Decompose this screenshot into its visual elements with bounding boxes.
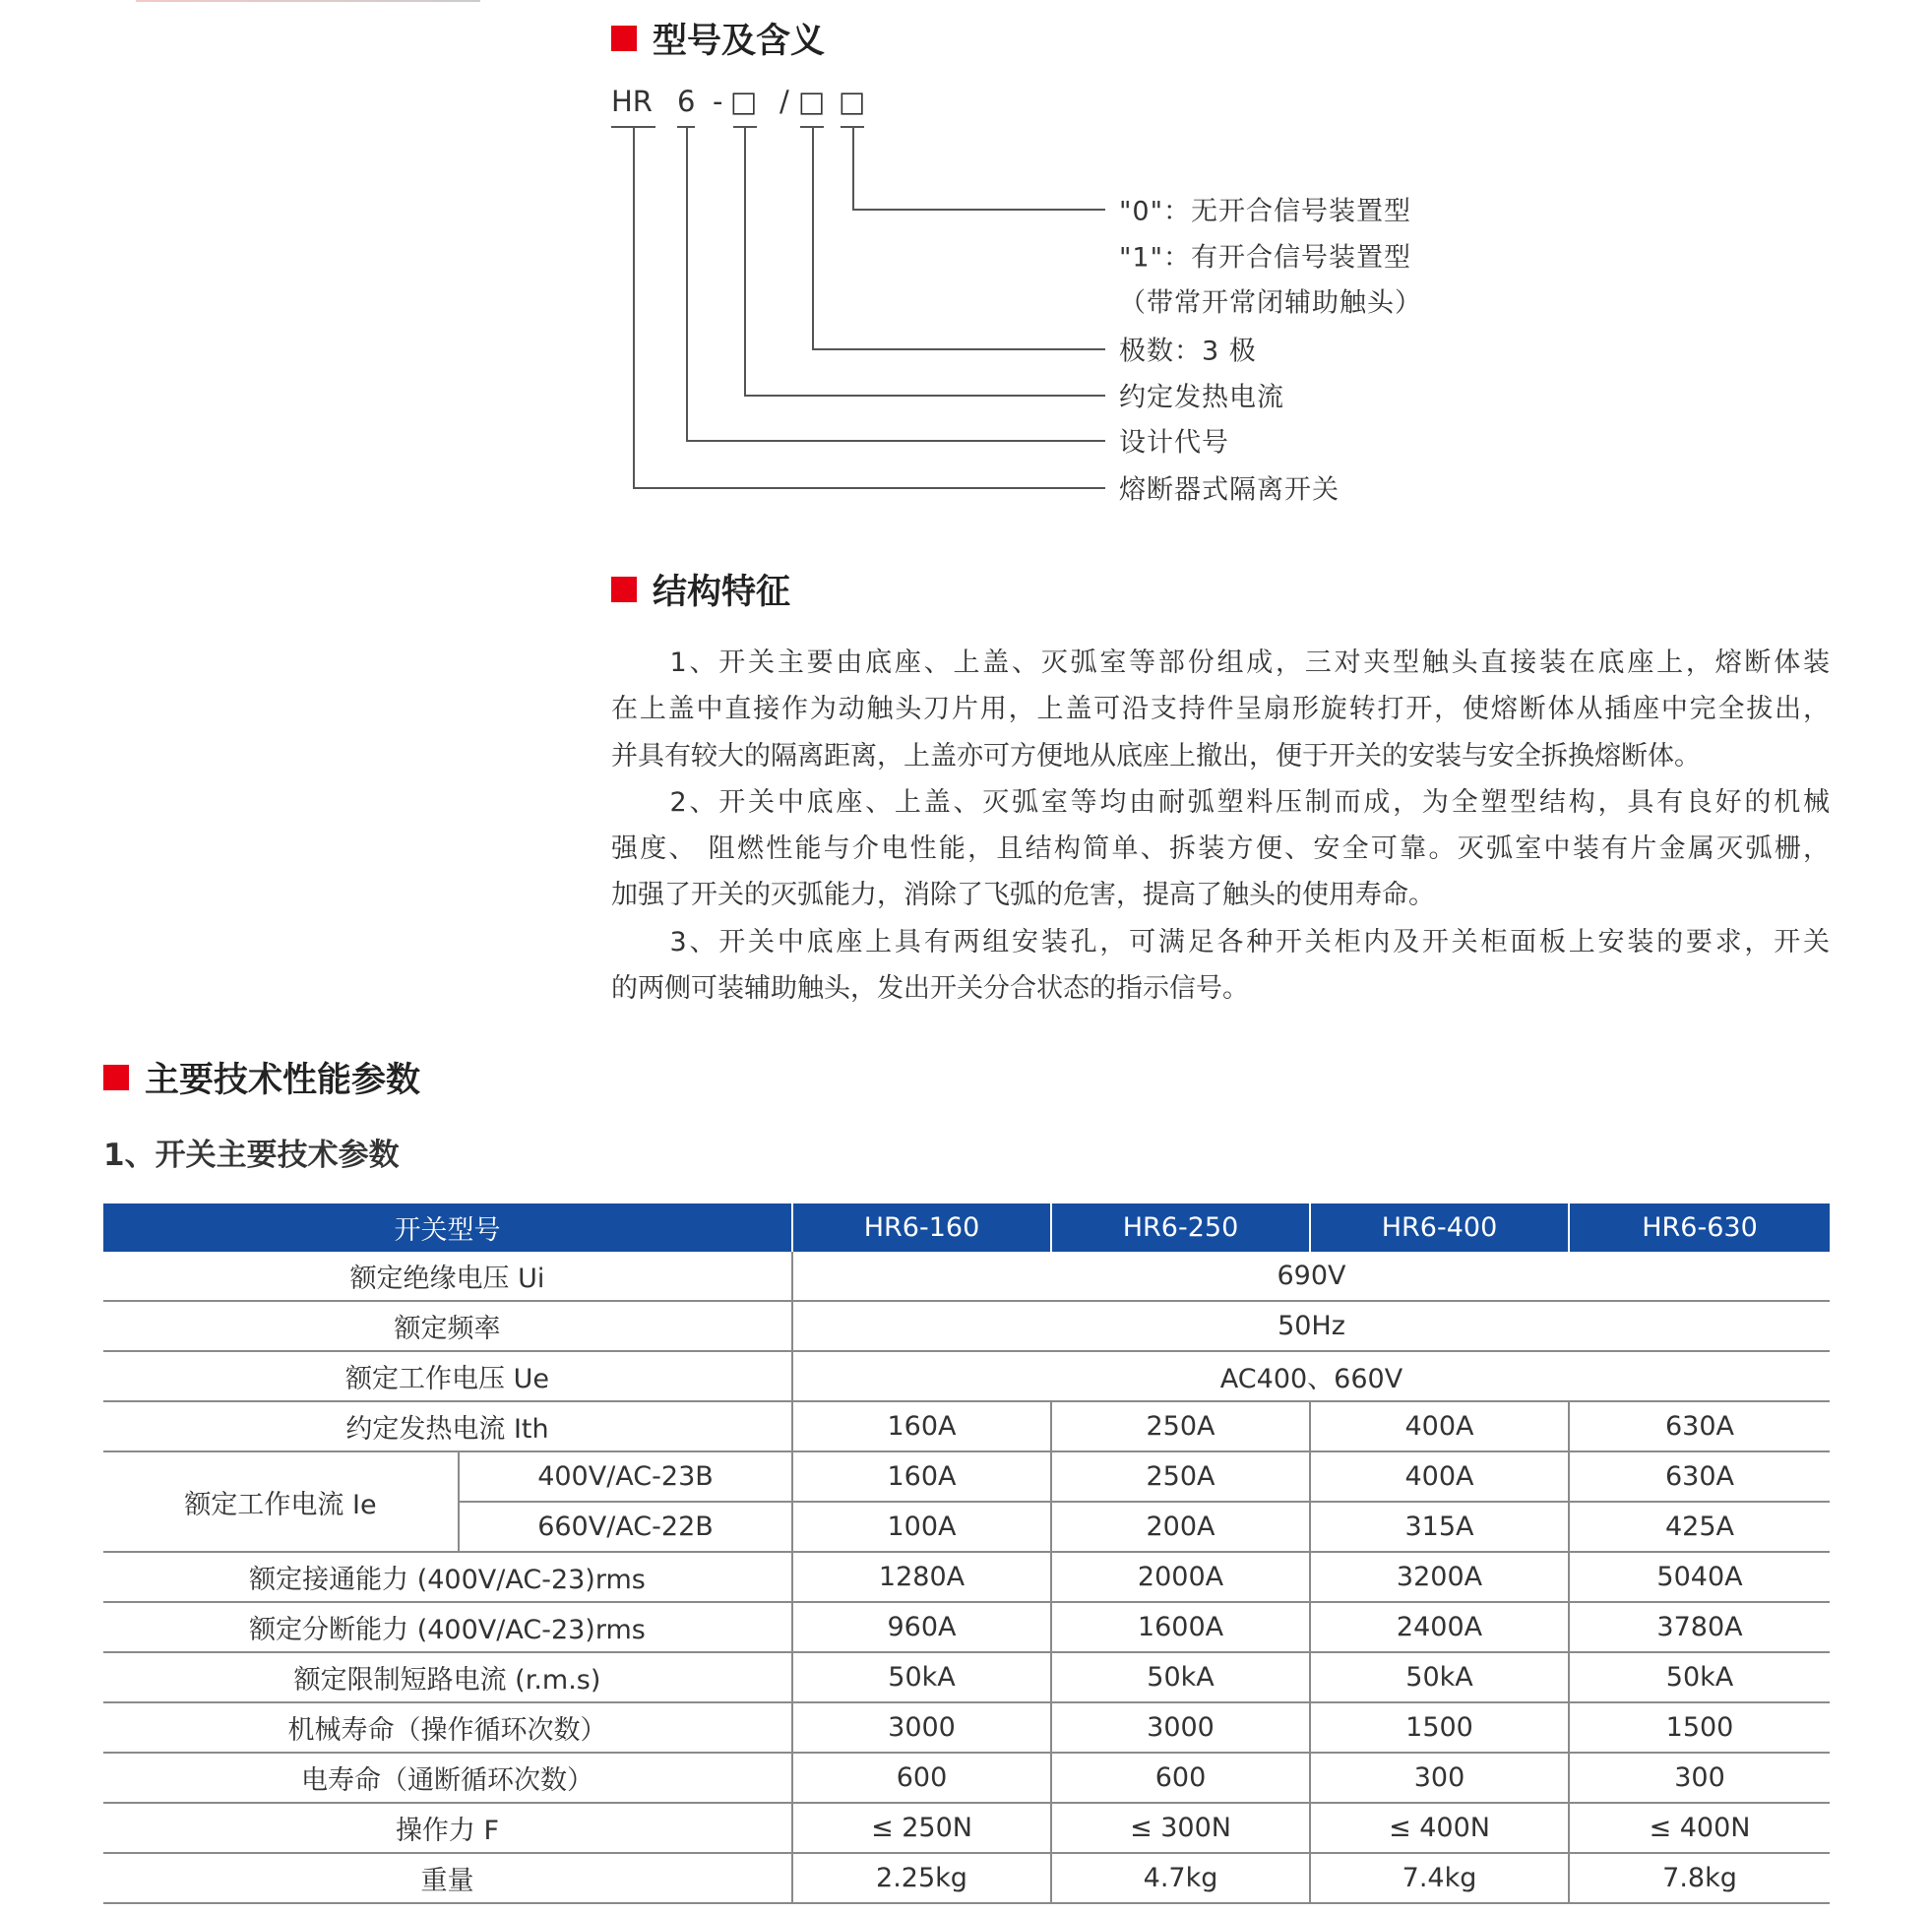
top-divider xyxy=(136,0,480,2)
cell: 425A xyxy=(1569,1502,1830,1552)
cell: 50kA xyxy=(1569,1652,1830,1702)
leader-line xyxy=(852,209,1105,211)
leader-line xyxy=(686,440,1105,442)
cell: 960A xyxy=(792,1602,1051,1652)
cell: 3000 xyxy=(792,1702,1051,1753)
header-cell: HR6-400 xyxy=(1310,1203,1569,1252)
cell: ≤ 400N xyxy=(1310,1803,1569,1853)
cell: 3780A xyxy=(1569,1602,1830,1652)
cell: 200A xyxy=(1051,1502,1310,1552)
row-label: 操作力 F xyxy=(103,1803,792,1853)
cell: 50kA xyxy=(792,1652,1051,1702)
leader-line xyxy=(812,348,1105,350)
text-line: 强度、 阻燃性能与介电性能，且结构简单、拆装方便、安全可靠。灭弧室中装有片金属灭弧栅， xyxy=(611,833,1830,865)
cell: 160A xyxy=(792,1451,1051,1502)
red-square-icon xyxy=(103,1065,129,1090)
cell: 1500 xyxy=(1310,1702,1569,1753)
cell: 250A xyxy=(1051,1401,1310,1451)
section-heading-specs xyxy=(103,1053,420,1102)
cell: 50Hz xyxy=(792,1301,1830,1351)
code-part: HR xyxy=(611,85,653,118)
table-row xyxy=(103,1351,1830,1401)
cell: 315A xyxy=(1310,1502,1569,1552)
table-row xyxy=(103,1252,1830,1301)
text-line: 并具有较大的隔离距离，上盖亦可方便地从底座上撤出，便于开关的安装与安全拆换熔断体。 xyxy=(611,740,1701,771)
table-row xyxy=(103,1853,1830,1903)
leader-line xyxy=(633,487,1105,489)
structure-paragraphs xyxy=(611,640,1830,1012)
diagram-label: 熔断器式隔离开关 xyxy=(1119,474,1340,506)
diagram-label: （带常开常闭辅助触头） xyxy=(1119,287,1422,319)
table-row xyxy=(103,1702,1830,1753)
cell: 2.25kg xyxy=(792,1853,1051,1903)
row-label: 额定分断能力 (400V/AC-23)rms xyxy=(103,1602,792,1652)
cell: 5040A xyxy=(1569,1552,1830,1602)
text-line: 1、开关主要由底座、上盖、灭弧室等部份组成，三对夹型触头直接装在底座上，熔断体装 xyxy=(611,648,1830,678)
cell: 1600A xyxy=(1051,1602,1310,1652)
red-square-icon xyxy=(611,26,637,51)
row-label: 机械寿命（操作循环次数） xyxy=(103,1702,792,1753)
sub-row-label: 400V/AC-23B xyxy=(459,1451,792,1502)
cell: 50kA xyxy=(1051,1652,1310,1702)
code-part: / xyxy=(779,85,789,118)
cell: 250A xyxy=(1051,1451,1310,1502)
cell: 7.8kg xyxy=(1569,1853,1830,1903)
row-label: 额定接通能力 (400V/AC-23)rms xyxy=(103,1552,792,1602)
cell: 400A xyxy=(1310,1451,1569,1502)
cell: 690V xyxy=(792,1252,1830,1301)
cell: 1500 xyxy=(1569,1702,1830,1753)
diagram-label: 设计代号 xyxy=(1119,427,1229,459)
cell: 2400A xyxy=(1310,1602,1569,1652)
cell: ≤ 300N xyxy=(1051,1803,1310,1853)
header-cell: HR6-250 xyxy=(1051,1203,1310,1252)
cell: 630A xyxy=(1569,1401,1830,1451)
cell: 4.7kg xyxy=(1051,1853,1310,1903)
code-part: □ xyxy=(730,85,758,118)
section-heading-model xyxy=(611,14,825,63)
red-square-icon xyxy=(611,577,637,602)
text-line: 的两侧可装辅助触头，发出开关分合状态的指示信号。 xyxy=(611,973,1249,1005)
code-part: □ xyxy=(798,85,826,118)
table-row xyxy=(103,1451,1830,1502)
code-part: 6 xyxy=(677,85,696,118)
row-label: 额定绝缘电压 Ui xyxy=(103,1252,792,1301)
cell: 630A xyxy=(1569,1451,1830,1502)
cell: 400A xyxy=(1310,1401,1569,1451)
cell: 7.4kg xyxy=(1310,1853,1569,1903)
text-line: 加强了开关的灭弧能力，消除了飞弧的危害，提高了触头的使用寿命。 xyxy=(611,880,1435,911)
leader-line xyxy=(744,395,1105,397)
leader-line xyxy=(852,126,854,209)
cell: 3200A xyxy=(1310,1552,1569,1602)
cell: 100A xyxy=(792,1502,1051,1552)
table-row xyxy=(103,1803,1830,1853)
code-part: - xyxy=(713,85,723,118)
table-row xyxy=(103,1552,1830,1602)
leader-line xyxy=(744,126,746,395)
row-label: 电寿命（通断循环次数） xyxy=(103,1753,792,1803)
table-row xyxy=(103,1301,1830,1351)
heading-text: 结构特征 xyxy=(653,573,791,612)
diagram-label: "0"：无开合信号装置型 xyxy=(1119,196,1412,227)
table-row xyxy=(103,1753,1830,1803)
leader-line xyxy=(812,126,814,348)
row-label: 额定频率 xyxy=(103,1301,792,1351)
header-cell: HR6-160 xyxy=(792,1203,1051,1252)
header-cell: 开关型号 xyxy=(103,1203,792,1252)
cell: 160A xyxy=(792,1401,1051,1451)
row-label: 额定限制短路电流 (r.m.s) xyxy=(103,1652,792,1702)
cell: 600 xyxy=(1051,1753,1310,1803)
table-row xyxy=(103,1602,1830,1652)
leader-line xyxy=(633,126,635,487)
sub-heading: 1、开关主要技术参数 xyxy=(103,1138,400,1173)
text-line: 在上盖中直接作为动触头刀片用，上盖可沿支持件呈扇形旋转打开，使熔断体从插座中完全拔出， xyxy=(611,694,1830,725)
section-heading-structure xyxy=(611,565,790,614)
cell: 300 xyxy=(1569,1753,1830,1803)
heading-text: 型号及含义 xyxy=(653,22,826,61)
code-part: □ xyxy=(839,85,866,118)
heading-text: 主要技术性能参数 xyxy=(145,1061,421,1100)
leader-line xyxy=(686,126,688,440)
diagram-label: 极数：3 极 xyxy=(1119,336,1257,367)
row-label: 约定发热电流 Ith xyxy=(103,1401,792,1451)
table-header-row xyxy=(103,1203,1830,1252)
cell: ≤ 250N xyxy=(792,1803,1051,1853)
table-row xyxy=(103,1401,1830,1451)
cell: AC400、660V xyxy=(792,1351,1830,1401)
row-label: 重量 xyxy=(103,1853,792,1903)
cell: 2000A xyxy=(1051,1552,1310,1602)
cell: 1280A xyxy=(792,1552,1051,1602)
sub-row-label: 660V/AC-22B xyxy=(459,1502,792,1552)
header-cell: HR6-630 xyxy=(1569,1203,1830,1252)
row-label: 额定工作电压 Ue xyxy=(103,1351,792,1401)
cell: 3000 xyxy=(1051,1702,1310,1753)
text-line: 2、开关中底座、上盖、灭弧室等均由耐弧塑料压制而成，为全塑型结构，具有良好的机械 xyxy=(611,786,1830,818)
row-label: 额定工作电流 Ie xyxy=(103,1451,459,1552)
text-line: 3、开关中底座上具有两组安装孔，可满足各种开关柜内及开关柜面板上安装的要求，开关 xyxy=(611,926,1830,957)
spec-table xyxy=(103,1203,1830,1904)
table-row xyxy=(103,1652,1830,1702)
cell: 600 xyxy=(792,1753,1051,1803)
cell: 50kA xyxy=(1310,1652,1569,1702)
cell: 300 xyxy=(1310,1753,1569,1803)
diagram-label: "1"：有开合信号装置型 xyxy=(1119,242,1412,274)
diagram-label: 约定发热电流 xyxy=(1119,382,1284,413)
cell: ≤ 400N xyxy=(1569,1803,1830,1853)
